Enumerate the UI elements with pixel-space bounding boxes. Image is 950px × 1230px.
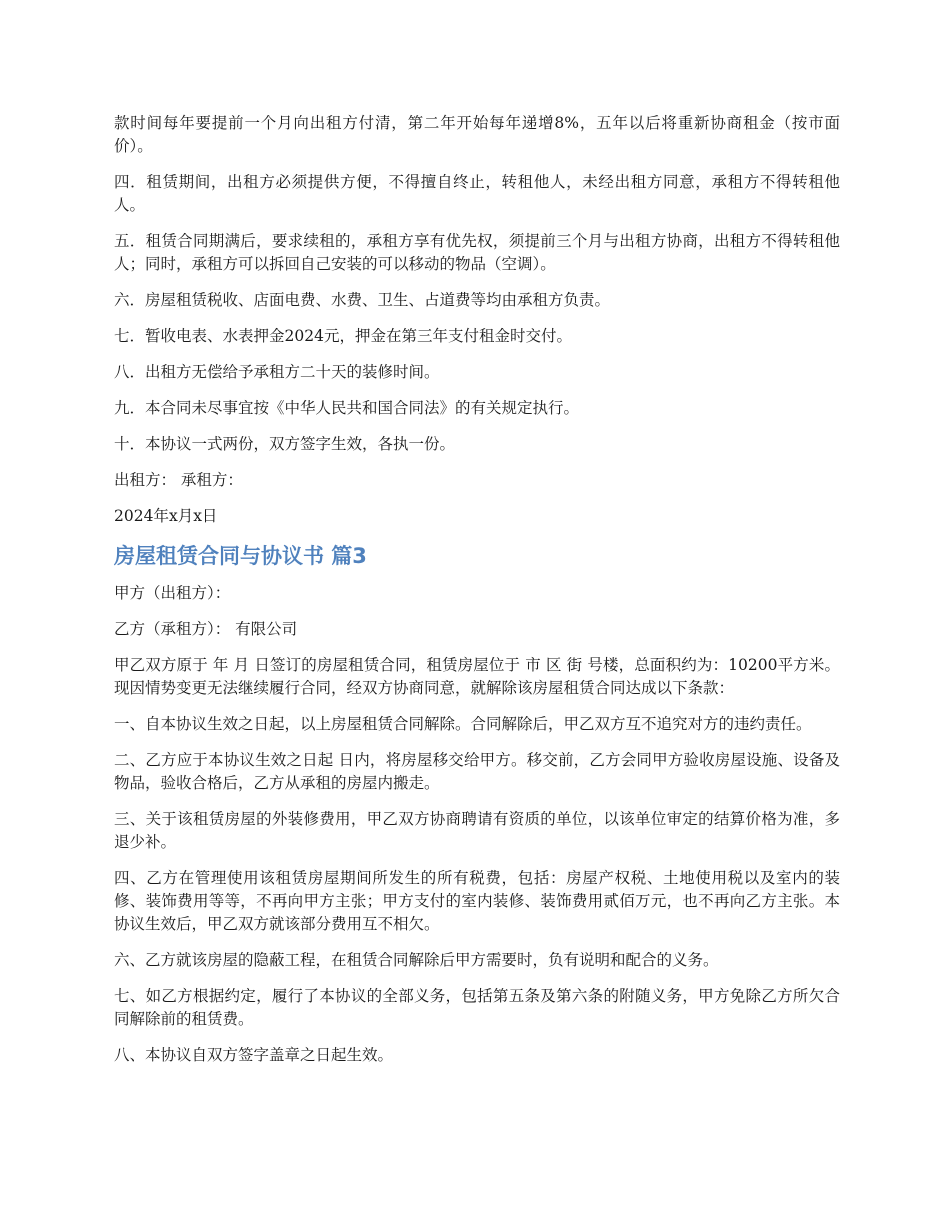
paragraph-clause-7: 七．暂收电表、水表押金2024元，押金在第三年支付租金时交付。 xyxy=(114,327,572,345)
paragraph-clause-4: 四．租赁期间，出租方必须提供方便，不得擅自终止，转租他人，未经出租方同意，承租方不得转租他人。 xyxy=(114,173,840,214)
paragraph-rent-payment: 款时间每年要提前一个月向出租方付清，第二年开始每年递增8%，五年以后将重新协商租金（按市面价）。 xyxy=(114,114,840,155)
agreement-clause-1: 一、自本协议生效之日起，以上房屋租赁合同解除。合同解除后，甲乙双方互不追究对方的违约责任。 xyxy=(114,715,812,733)
agreement-clause-7: 七、如乙方根据约定，履行了本协议的全部义务，包括第五条及第六条的附随义务，甲方免除乙方所欠合同解除前的租赁费。 xyxy=(114,987,840,1028)
paragraph-clause-8: 八．出租方无偿给予承租方二十天的装修时间。 xyxy=(114,363,440,381)
agreement-clause-3: 三、关于该租赁房屋的外装修费用，甲乙双方协商聘请有资质的单位，以该单位审定的结算价格为准，多退少补。 xyxy=(114,810,840,851)
document-body xyxy=(114,112,840,1080)
paragraph-clause-6: 六．房屋租赁税收、店面电费、水费、卫生、占道费等均由承租方负责。 xyxy=(114,291,611,309)
paragraph-clause-9: 九．本合同未尽事宜按《中华人民共和国合同法》的有关规定执行。 xyxy=(114,399,580,417)
agreement-clause-2: 二、乙方应于本协议生效之日起 日内，将房屋移交给甲方。移交前，乙方会同甲方验收房屋设施、设备及物品，验收合格后，乙方从承租的房屋内搬走。 xyxy=(114,751,840,792)
preamble-paragraph: 甲乙双方原于 年 月 日签订的房屋租赁合同，租赁房屋位于 市 区 街 号楼，总面积约为：10200平方米。现因情势变更无法继续履行合同，经双方协商同意，就解除该房屋租赁合同达成以下条款： xyxy=(114,656,840,697)
paragraph-clause-5: 五．租赁合同期满后，要求续租的，承租方享有优先权，须提前三个月与出租方协商，出租方不得转租他人；同时，承租方可以拆回自己安装的可以移动的物品（空调）。 xyxy=(114,232,840,273)
party-b-line: 乙方（承租方）： 有限公司 xyxy=(114,620,298,638)
agreement-clause-8: 八、本协议自双方签字盖章之日起生效。 xyxy=(114,1046,394,1064)
paragraph-clause-10: 十．本协议一式两份，双方签字生效，各执一份。 xyxy=(114,435,456,453)
party-a-line: 甲方（出租方）： xyxy=(114,584,231,602)
date-line: 2024年x月x日 xyxy=(114,507,218,525)
agreement-clause-4: 四、乙方在管理使用该租赁房屋期间所发生的所有税费，包括：房屋产权税、土地使用税以及室内的装修、装饰费用等等，不再向甲方主张；甲方支付的室内装修、装饰费用贰佰万元，也不再向乙方主张。本协议生效后，甲乙双方就该部分费用互不相欠。 xyxy=(114,869,840,933)
section-heading: 房屋租赁合同与协议书 篇3 xyxy=(114,544,367,568)
agreement-clause-6: 六、乙方就该房屋的隐蔽工程，在租赁合同解除后甲方需要时，负有说明和配合的义务。 xyxy=(114,951,719,969)
signature-line: 出租方： 承租方： xyxy=(114,471,243,489)
